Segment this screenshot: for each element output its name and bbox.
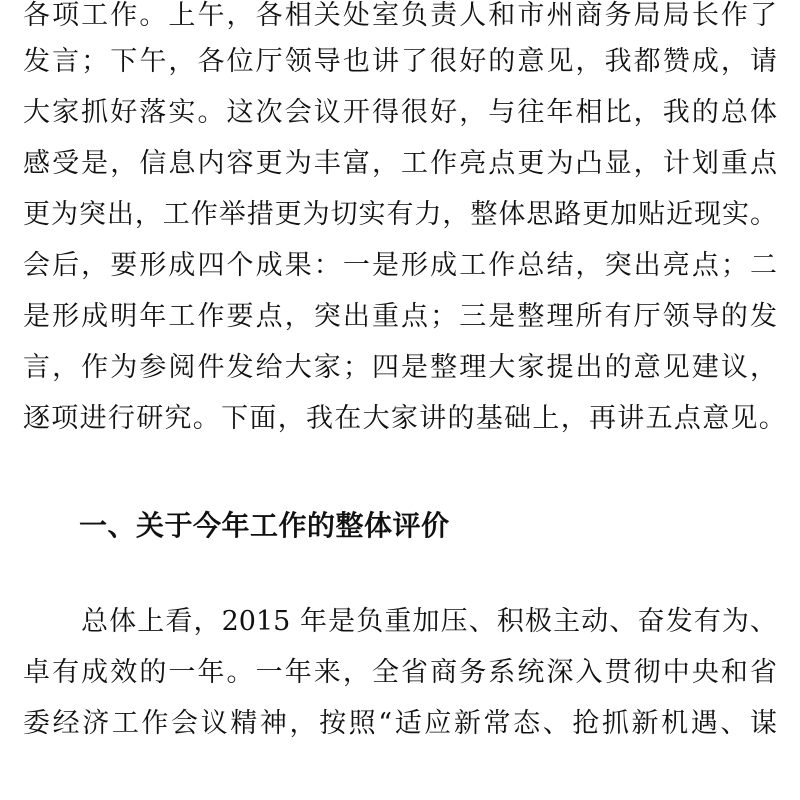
body-text-line: 大家抓好落实。这次会议开得很好，与往年相比，我的总体	[23, 97, 777, 128]
body-text-line: 感受是，信息内容更为丰富，工作亮点更为凸显，计划重点	[23, 148, 777, 179]
body-text-line: 更为突出，工作举措更为切实有力，整体思路更加贴近现实。	[23, 199, 777, 230]
body-text-line: 言，作为参阅件发给大家；四是整理大家提出的意见建议，	[23, 352, 777, 383]
body-text-line: 总体上看，2015 年是负重加压、积极主动、奋发有为、	[81, 606, 777, 637]
body-text-line: 逐项进行研究。下面，我在大家讲的基础上，再讲五点意见。	[23, 403, 788, 434]
section-heading: 一、关于今年工作的整体评价	[79, 509, 450, 542]
body-text-line: 委经济工作会议精神，按照“适应新常态、抢抓新机遇、谋	[23, 708, 777, 739]
body-text-line: 会后，要形成四个成果：一是形成工作总结，突出亮点；二	[23, 250, 777, 281]
body-text-line: 各项工作。上午，各相关处室负责人和市州商务局局长作了	[23, 0, 777, 31]
body-text-line: 发言；下午，各位厅领导也讲了很好的意见，我都赞成，请	[23, 46, 777, 77]
body-text-line: 是形成明年工作要点，突出重点；三是整理所有厅领导的发	[23, 301, 777, 332]
body-text-line: 卓有成效的一年。一年来，全省商务系统深入贯彻中央和省	[23, 657, 777, 688]
